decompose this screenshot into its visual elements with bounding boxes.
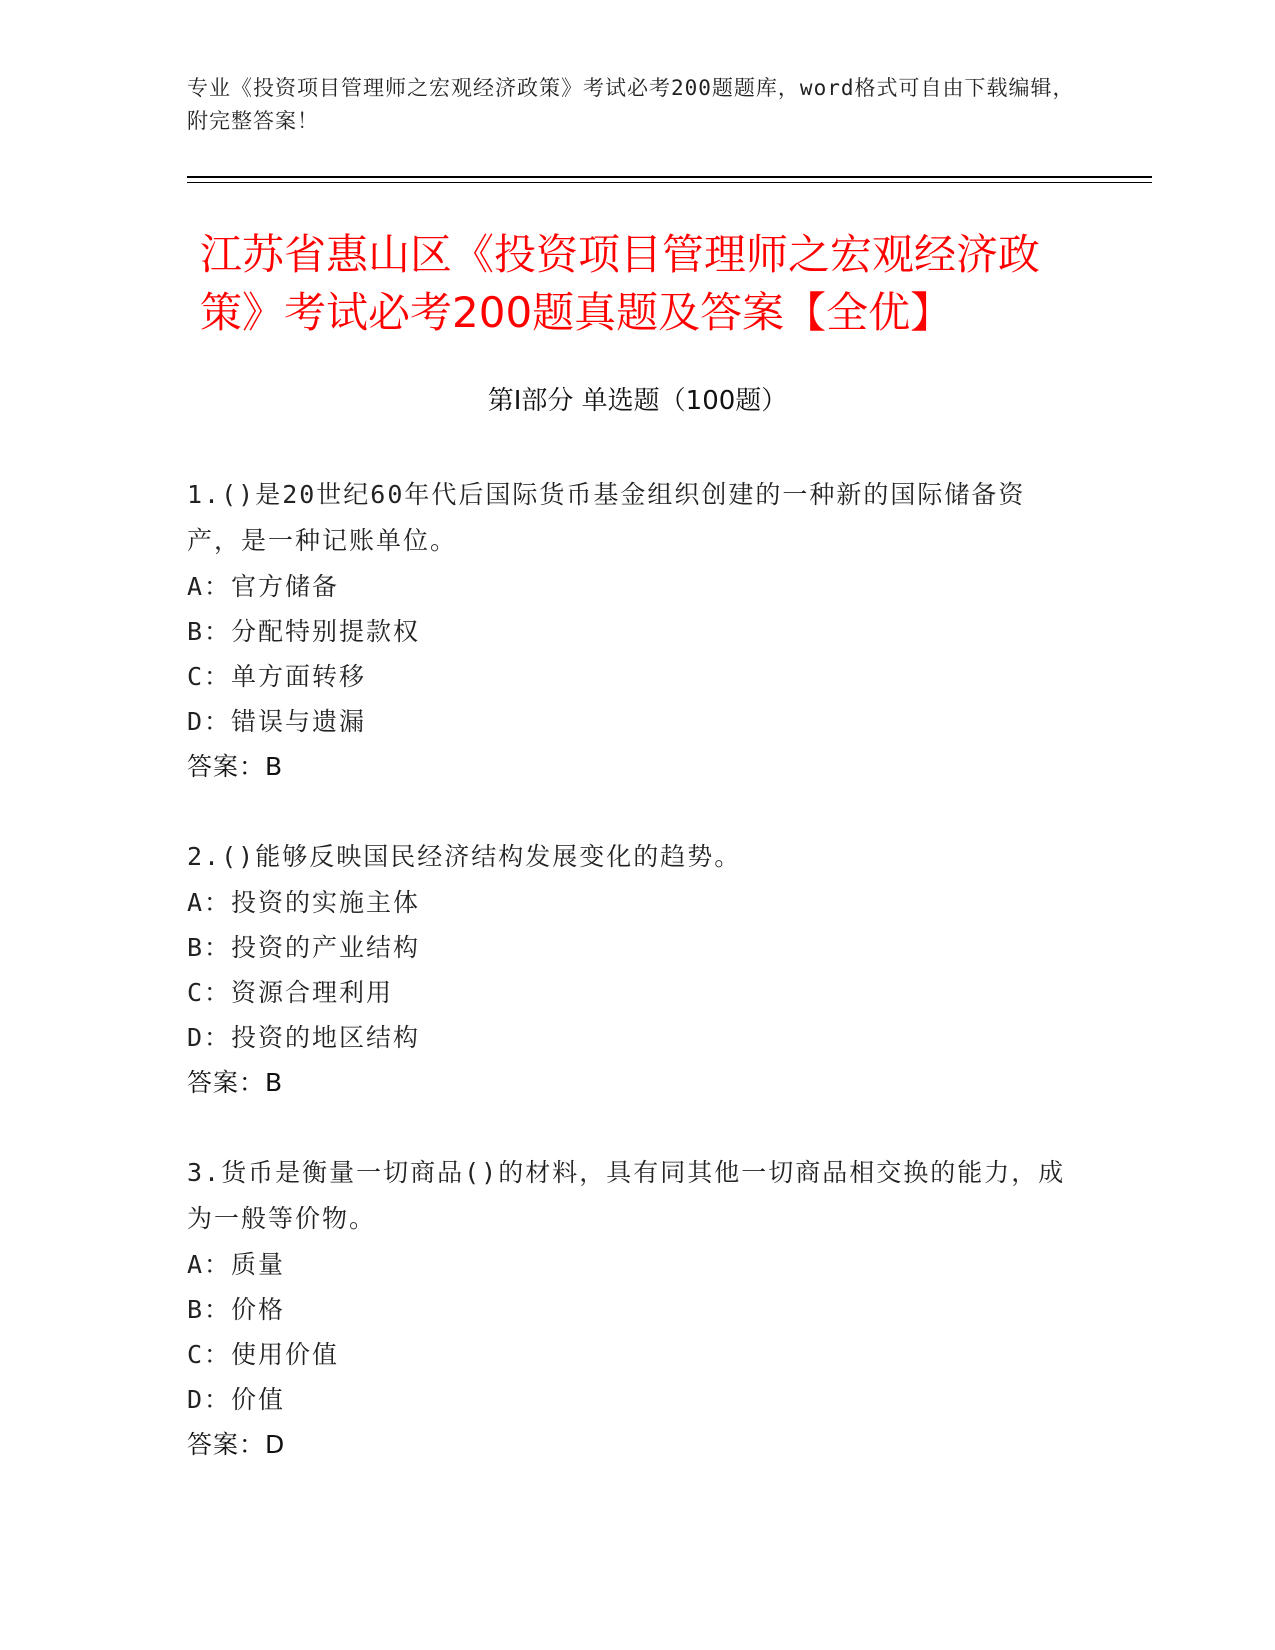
header-rule-thin: [187, 182, 1152, 183]
option-c: C：资源合理利用: [187, 978, 394, 1007]
question-3: [187, 1150, 1067, 1468]
question-2: [187, 834, 1067, 1106]
option-b: B：分配特别提款权: [187, 617, 421, 646]
question-stem: 3.货币是衡量一切商品()的材料，具有同其他一切商品相交换的能力，成为一般等价物。: [187, 1158, 1066, 1233]
option-d: D：错误与遗漏: [187, 707, 367, 736]
option-b: B：投资的产业结构: [187, 933, 421, 962]
section-title: 第I部分 单选题（100题）: [487, 386, 788, 416]
option-d: D：价值: [187, 1385, 286, 1414]
option-d: D：投资的地区结构: [187, 1023, 421, 1052]
document-title: 江苏省惠山区《投资项目管理师之宏观经济政策》考试必考200题真题及答案【全优】: [200, 230, 1041, 337]
answer: 答案：D: [187, 1430, 286, 1459]
question-list: [187, 472, 1067, 1512]
answer: 答案：B: [187, 752, 284, 781]
answer: 答案：B: [187, 1068, 284, 1097]
option-a: A：投资的实施主体: [187, 888, 421, 917]
option-c: C：使用价值: [187, 1340, 340, 1369]
option-b: B：价格: [187, 1295, 286, 1324]
question-stem: 2.()能够反映国民经济结构发展变化的趋势。: [187, 842, 742, 871]
question-1: [187, 472, 1067, 790]
header-rule-thick: [187, 176, 1152, 178]
option-a: A：官方储备: [187, 572, 340, 601]
header-note: 专业《投资项目管理师之宏观经济政策》考试必考200题题库，word格式可自由下载编辑，附完整答案！: [187, 76, 1075, 133]
question-stem: 1.()是20世纪60年代后国际货币基金组织创建的一种新的国际储备资产，是一种记账单位。: [187, 480, 1026, 555]
option-c: C：单方面转移: [187, 662, 367, 691]
option-a: A：质量: [187, 1250, 286, 1279]
